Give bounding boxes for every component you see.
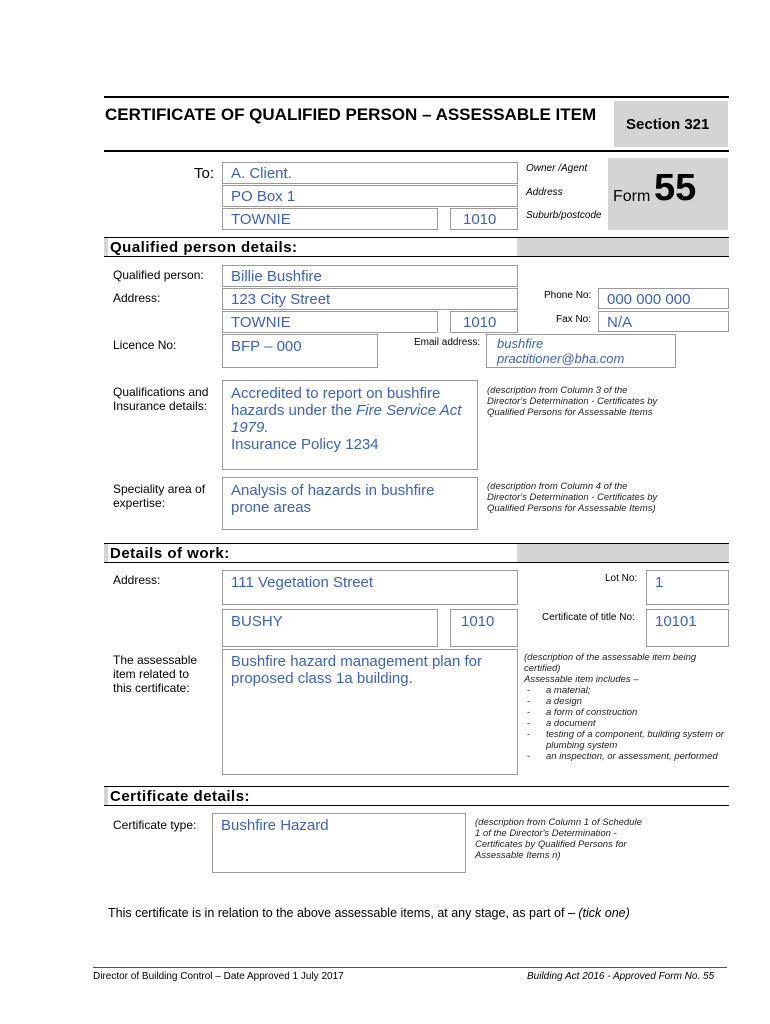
form-number: 55	[654, 167, 697, 209]
speciality-value: Analysis of hazards in bushfire prone areas	[231, 482, 435, 516]
title-no-field[interactable]	[646, 609, 729, 647]
certificate-type-value: Bushfire Hazard	[221, 817, 329, 834]
qualifications-note: (description from Column 3 of the Director's Determination - Certificates by Qualified Persons for Assessable Items	[487, 385, 658, 418]
lot-field[interactable]	[646, 570, 729, 605]
footer-rule	[93, 967, 727, 968]
email-value-line2: practitioner@bha.com	[497, 351, 625, 366]
recipient-postcode-value: 1010	[463, 211, 497, 228]
section-box	[614, 101, 728, 147]
qualified-postcode-field[interactable]	[450, 311, 518, 333]
footer-right: Building Act 2016 - Approved Form No. 55	[527, 971, 715, 982]
licence-label: Licence No:	[113, 338, 177, 352]
qualified-address-label: Address:	[113, 291, 161, 305]
assessable-item-field[interactable]	[222, 649, 518, 775]
assessable-item-list	[524, 685, 729, 762]
work-address-field[interactable]	[222, 570, 518, 605]
email-value-line1: bushfire	[497, 336, 544, 351]
list-item: - a material;	[524, 685, 729, 696]
work-suburb-field[interactable]	[222, 609, 438, 647]
qualified-postcode-value: 1010	[463, 314, 497, 331]
qualified-person-heading-text: Qualified person details:	[110, 239, 298, 256]
title-no-value: 10101	[655, 613, 697, 630]
form-word: Form	[613, 188, 651, 205]
assessable-item-value: Bushfire hazard management plan for proposed class 1a building.	[231, 653, 482, 687]
work-address-label: Address:	[113, 573, 161, 587]
details-of-work-heading	[104, 543, 729, 563]
qualifications-label: Qualifications and Insurance details:	[113, 385, 209, 413]
phone-value: 000 000 000	[607, 291, 691, 308]
tick-one-note: (tick one)	[578, 906, 630, 920]
recipient-suburb-field[interactable]	[222, 208, 438, 230]
lot-label: Lot No:	[605, 573, 638, 584]
work-suburb-value: BUSHY	[231, 613, 283, 630]
qualified-address-value: 123 City Street	[231, 291, 331, 308]
recipient-address-field[interactable]	[222, 185, 518, 207]
qualifications-field[interactable]	[222, 380, 478, 470]
list-item: - an inspection, or assessment, performed	[524, 751, 729, 762]
qualified-person-value: Billie Bushfire	[231, 268, 322, 285]
certificate-type-field[interactable]	[212, 813, 466, 873]
email-label: Email address:	[414, 337, 481, 348]
licence-value: BFP – 000	[231, 338, 302, 355]
to-label: To:	[194, 165, 215, 182]
recipient-suburb-label: Suburb/postcode	[526, 210, 602, 221]
certificate-type-label: Certificate type:	[113, 818, 197, 832]
licence-field[interactable]	[222, 334, 378, 368]
list-item: - a form of construction	[524, 707, 729, 718]
section-label: Section 321	[626, 116, 710, 133]
header-top-rule	[104, 96, 729, 98]
recipient-suburb-value: TOWNIE	[231, 211, 291, 228]
certificate-details-heading-text: Certificate details:	[110, 788, 251, 805]
speciality-label: Speciality area of expertise:	[113, 482, 206, 510]
speciality-field[interactable]	[222, 477, 478, 530]
assessable-item-label: The assessable item related to this certificate:	[113, 653, 198, 695]
qualifications-value: Accredited to report on bushfire hazards under the Fire Service Act 1979. Insurance Policy 1234	[231, 385, 462, 453]
phone-label: Phone No:	[544, 290, 592, 301]
form-number-box	[608, 158, 728, 230]
details-of-work-heading-text: Details of work:	[110, 545, 230, 562]
qualified-person-heading	[104, 237, 729, 257]
speciality-note: (description from Column 4 of the Director's Determination - Certificates by Qualified Persons for Assessable Items)	[487, 481, 658, 514]
qualified-suburb-field[interactable]	[222, 311, 438, 333]
recipient-address-value: PO Box 1	[231, 188, 296, 205]
certificate-type-note: (description from Column 1 of Schedule 1 of the Director's Determination - Certificates by Qualified Persons for Assessable Items n)	[475, 817, 642, 861]
qualified-address-field[interactable]	[222, 288, 518, 310]
assessable-item-note	[524, 652, 729, 762]
owner-agent-label: Owner /Agent	[526, 163, 588, 174]
qualified-person-field[interactable]	[222, 265, 518, 287]
phone-field[interactable]	[598, 288, 729, 309]
assessable-item-note-desc: (description of the assessable item being certified)	[524, 652, 697, 674]
work-address-value: 111 Vegetation Street	[231, 574, 374, 591]
work-postcode-field[interactable]	[450, 609, 518, 647]
certificate-details-heading	[104, 786, 729, 806]
owner-agent-value: A. Client.	[231, 165, 292, 182]
fax-field[interactable]	[598, 311, 729, 332]
work-postcode-value: 1010	[461, 613, 495, 630]
recipient-address-label: Address	[526, 187, 563, 198]
relation-statement: This certificate is in relation to the above assessable items, at any stage, as part of – (tick one)	[108, 906, 630, 920]
owner-agent-field[interactable]	[222, 162, 518, 184]
list-item: - a design	[524, 696, 729, 707]
footer-left: Director of Building Control – Date Approved 1 July 2017	[93, 971, 344, 982]
page-title: CERTIFICATE OF QUALIFIED PERSON – ASSESSABLE ITEM	[105, 105, 597, 124]
list-item: - a document	[524, 718, 729, 729]
assessable-item-note-includes: Assessable item includes –	[524, 674, 639, 685]
email-field[interactable]	[486, 334, 676, 368]
title-no-label: Certificate of title No:	[542, 612, 635, 623]
qualified-suburb-value: TOWNIE	[231, 314, 291, 331]
list-item: - testing of a component, building system or plumbing system	[524, 729, 729, 751]
qualified-person-label: Qualified person:	[113, 268, 204, 282]
recipient-postcode-field[interactable]	[450, 208, 518, 230]
lot-value: 1	[655, 574, 664, 591]
header-bottom-rule	[104, 150, 729, 152]
fax-value: N/A	[607, 314, 633, 331]
fax-label: Fax No:	[556, 314, 592, 325]
